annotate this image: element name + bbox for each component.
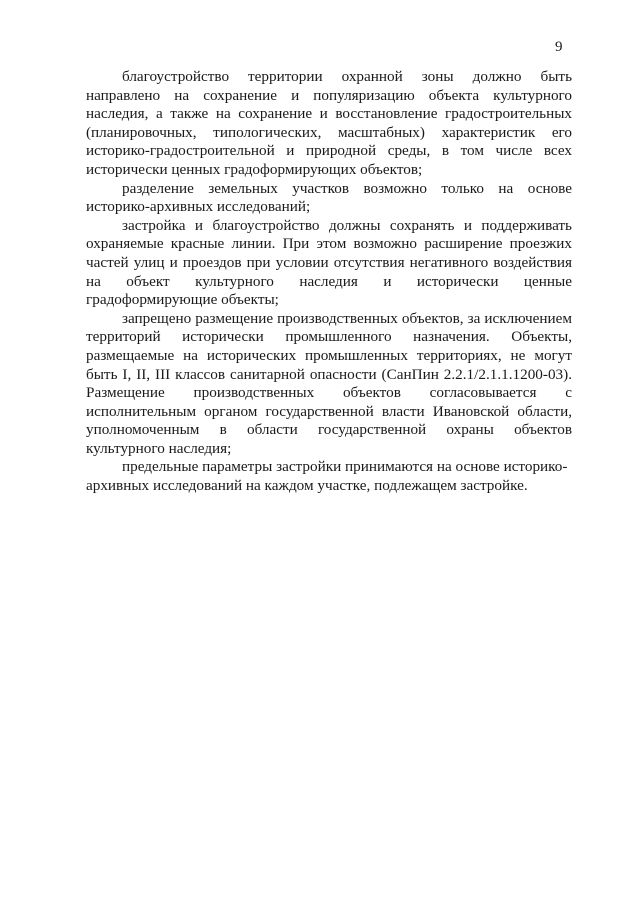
paragraph-building-limits: предельные параметры застройки принимаются на основе историко-архивных исследований на каждом участке, подлежащем застройке. <box>86 458 568 495</box>
page-number: 9 <box>555 39 563 55</box>
paragraph-red-lines: застройка и благоустройство должны сохранять и поддерживать охраняемые красные линии. При этом возможно расширение проезжих частей улиц и проездов при условии отсутствия негативного воздействия на объект культурного наследия и исторически ценные градоформирующие объекты; <box>86 216 572 309</box>
document-body <box>86 68 572 496</box>
paragraph-industrial-objects: запрещено размещение производственных объектов, за исключением территорий исторически промышленного назначения. Объекты, размещаемые на исторических промышленных территориях, не могут быть I, II, III классов санитарной опасности (СанПин 2.2.1/2.1.1.1200-03). Размещение производственных объектов согласовывается с исполнительным органом государственной власти Ивановской области, уполномоченным в области государственной охраны объектов культурного наследия; <box>86 309 572 457</box>
paragraph-land-division: разделение земельных участков возможно только на основе историко-архивных исследований; <box>86 179 572 216</box>
paragraph-landscaping: благоустройство территории охранной зоны должно быть направлено на сохранение и популяризацию объекта культурного наследия, а также на сохранение и восстановление градостроительных (планировочных, типологических, масштабных) характеристик его историко-градостроительной и природной среды, в том числе всех исторически ценных градоформирующих объектов; <box>86 68 572 178</box>
